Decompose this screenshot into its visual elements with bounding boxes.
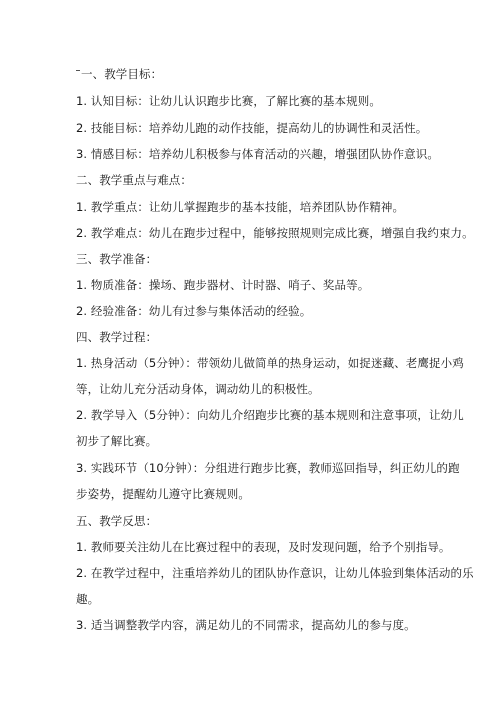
section-heading bbox=[76, 66, 456, 82]
heading-mark bbox=[76, 70, 80, 71]
paragraph: 3. 实践环节（10分钟）：分组进行跑步比赛，教师巡回指导，纠正幼儿的跑 bbox=[76, 461, 460, 475]
paragraph-continuation: 趣。 bbox=[76, 592, 100, 606]
section-2-heading: 二、教学重点与难点： bbox=[76, 173, 192, 187]
paragraph: 1. 认知目标：让幼儿认识跑步比赛，了解比赛的基本规则。 bbox=[76, 94, 381, 108]
paragraph: 1. 教师要关注幼儿在比赛过程中的表现，及时发现问题，给予个别指导。 bbox=[76, 540, 451, 554]
paragraph: 2. 技能目标：培养幼儿跑的动作技能，提高幼儿的协调性和灵活性。 bbox=[76, 121, 428, 135]
paragraph: 2. 教学难点：幼儿在跑步过程中，能够按照规则完成比赛，增强自我约束力。 bbox=[76, 226, 474, 240]
paragraph-continuation: 等，让幼儿充分活动身体，调动幼儿的积极性。 bbox=[76, 382, 320, 396]
paragraph: 2. 在教学过程中，注重培养幼儿的团队协作意识，让幼儿体验到集体活动的乐 bbox=[76, 566, 474, 580]
paragraph-continuation: 初步了解比赛。 bbox=[76, 434, 158, 448]
paragraph: 1. 物质准备：操场、跑步器材、计时器、哨子、奖品等。 bbox=[76, 278, 370, 292]
paragraph: 1. 教学重点：让幼儿掌握跑步的基本技能，培养团队协作精神。 bbox=[76, 200, 405, 214]
paragraph: 3. 适当调整教学内容，满足幼儿的不同需求，提高幼儿的参与度。 bbox=[76, 618, 416, 632]
section-4-heading: 四、教学过程： bbox=[76, 330, 158, 344]
paragraph: 1. 热身活动（5分钟）：带领幼儿做简单的热身运动，如捉迷藏、老鹰捉小鸡 bbox=[76, 356, 464, 370]
section-3-heading: 三、教学准备： bbox=[76, 252, 158, 266]
paragraph: 2. 教学导入（5分钟）：向幼儿介绍跑步比赛的基本规则和注意事项，让幼儿 bbox=[76, 408, 464, 422]
paragraph-continuation: 步姿势，提醒幼儿遵守比赛规则。 bbox=[76, 487, 250, 501]
section-5-heading: 五、教学反思： bbox=[76, 514, 158, 528]
paragraph: 2. 经验准备：幼儿有过参与集体活动的经验。 bbox=[76, 304, 312, 318]
section-1-heading: 一、教学目标： bbox=[81, 67, 163, 81]
paragraph: 3. 情感目标：培养幼儿积极参与体育活动的兴趣，增强团队协作意识。 bbox=[76, 147, 439, 161]
